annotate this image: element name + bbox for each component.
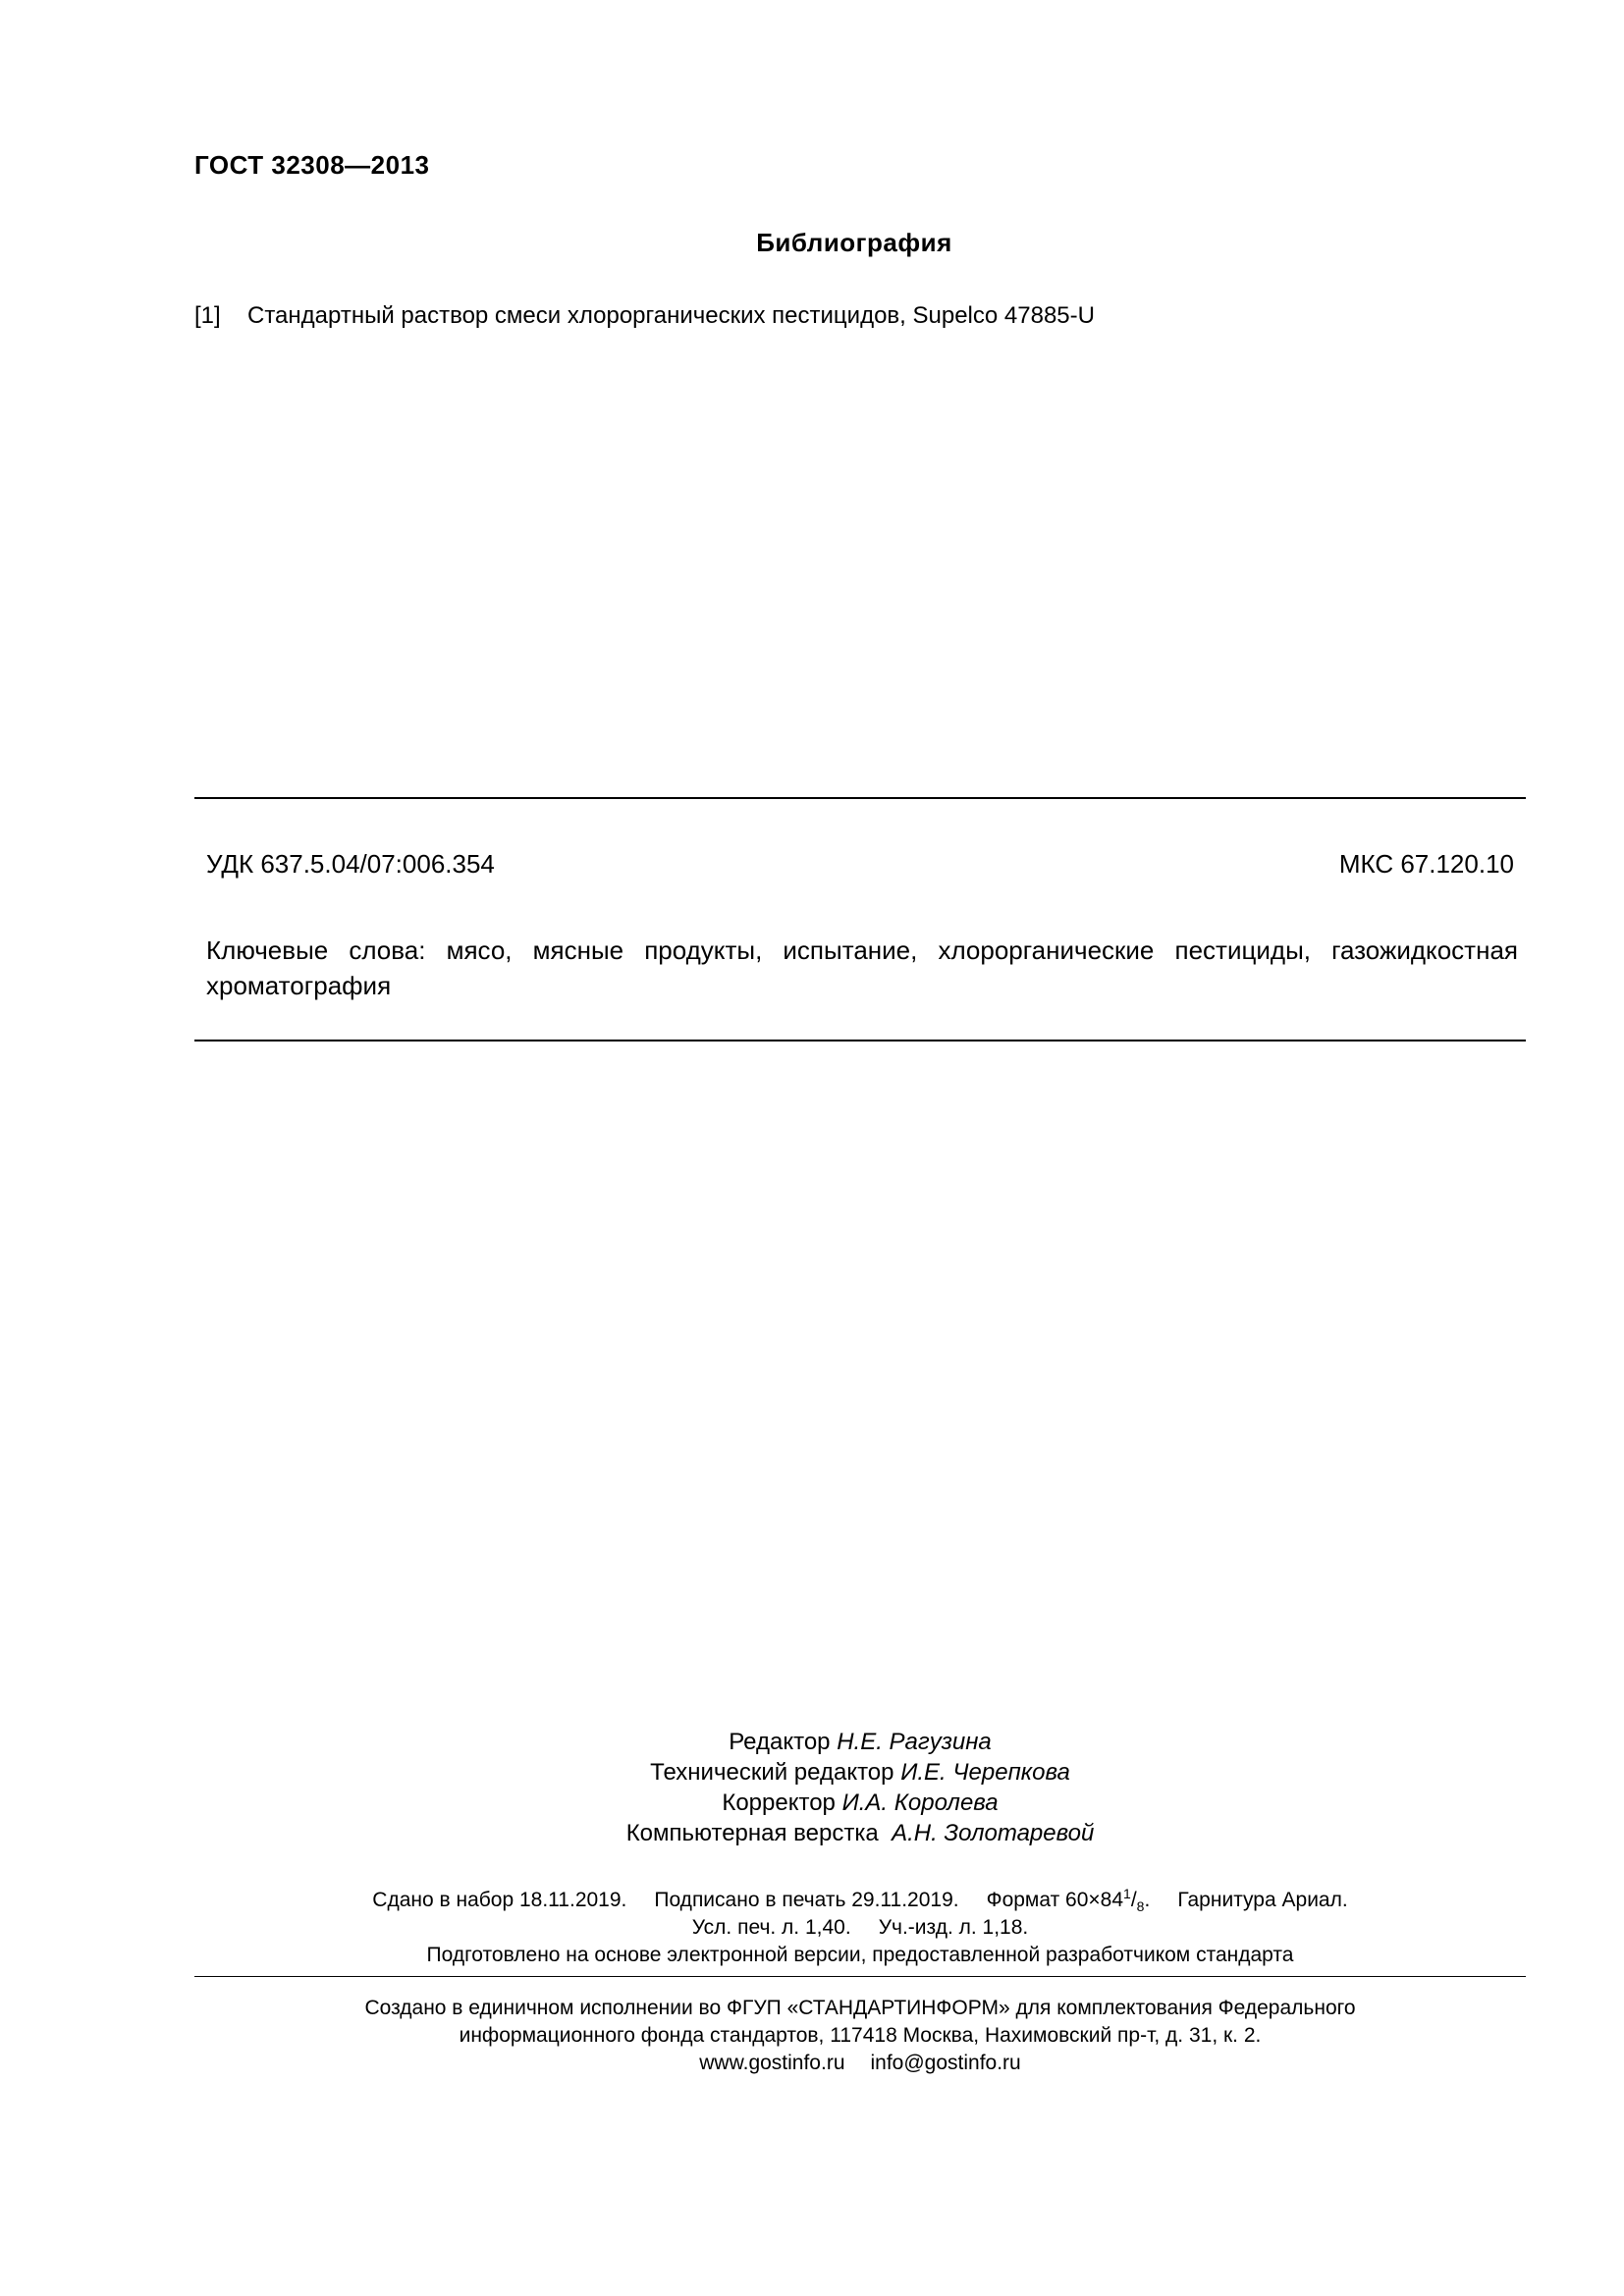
credit-tech-editor (0, 1757, 1624, 1788)
print-info-line-1 (0, 1887, 1624, 1914)
print-format: Формат $60\times 84^1/_8$. (986, 1886, 1151, 1915)
print-sheets: Усл. печ. л. 1,40. (691, 1916, 851, 1939)
top-divider (194, 797, 1526, 799)
created-contacts (0, 2050, 1624, 2077)
credit-editor-name: Н.Е. Рагузина (837, 1729, 992, 1755)
credit-layout-label: Компьютерная верстка (625, 1820, 879, 1846)
bibliography-title: Библиография (756, 228, 952, 257)
created-line-1: Создано в единичном исполнении во ФГУП «СТАНДАРТИНФОРМ» для комплектования Федерального (364, 1997, 1356, 2019)
credit-layout (0, 1818, 1624, 1848)
submitted-date: Сдано в набор 18.11.2019. (372, 1889, 627, 1911)
print-format-prefix: Формат 60×84 (986, 1889, 1124, 1911)
credit-corrector-label: Корректор (722, 1789, 836, 1816)
print-info-line-3: Подготовлено на основе электронной версии, предоставленной разработчиком стандарта (426, 1944, 1294, 1966)
print-format-sub: 8 (1136, 1898, 1145, 1915)
bibliography-item-text: Стандартный раствор смеси хлорорганических пестицидов, Supelco 47885-U (247, 302, 1095, 329)
keywords-line-1: Ключевые слова: мясо, мясные продукты, испытание, хлорорганические пестициды, газожидкостная (206, 935, 1518, 965)
keywords-block (206, 933, 1518, 1003)
print-info-line-2 (0, 1914, 1624, 1942)
udk-code: УДК 637.5.04/07:006.354 (206, 849, 495, 879)
bibliography-item (194, 302, 1095, 330)
keywords-line-2: хроматография (206, 971, 392, 1000)
bibliography-item-number: [1] (194, 302, 221, 329)
credit-tech-editor-label: Технический редактор (650, 1759, 894, 1786)
bottom-divider (194, 1976, 1526, 1977)
keywords-divider (194, 1040, 1526, 1041)
typeface: Гарнитура Ариал. (1177, 1889, 1348, 1911)
publisher-sheets: Уч.-изд. л. 1,18. (878, 1916, 1029, 1939)
credits-block (0, 1727, 1624, 1848)
website-link[interactable]: www.gostinfo.ru (699, 2052, 845, 2074)
print-format-suffix: . (1144, 1889, 1151, 1911)
credit-tech-editor-name: И.Е. Черепкова (900, 1759, 1070, 1786)
print-format-sup: 1 (1123, 1886, 1131, 1901)
credit-editor (0, 1727, 1624, 1757)
print-info-block (0, 1887, 1624, 1969)
created-line-2: информационного фонда стандартов, 117418 Москва, Нахимовский пр-т, д. 31, к. 2. (459, 2024, 1262, 2047)
signed-date: Подписано в печать 29.11.2019. (654, 1889, 959, 1911)
credit-layout-name: А.Н. Золотаревой (892, 1820, 1095, 1846)
credit-corrector-name: И.А. Королева (841, 1789, 999, 1816)
mks-code: МКС 67.120.10 (1338, 849, 1514, 879)
email-link[interactable]: info@gostinfo.ru (870, 2052, 1021, 2074)
created-block (0, 1995, 1624, 2077)
document-code: ГОСТ 32308—2013 (194, 150, 430, 180)
credit-editor-label: Редактор (729, 1729, 831, 1755)
credit-corrector (0, 1788, 1624, 1818)
